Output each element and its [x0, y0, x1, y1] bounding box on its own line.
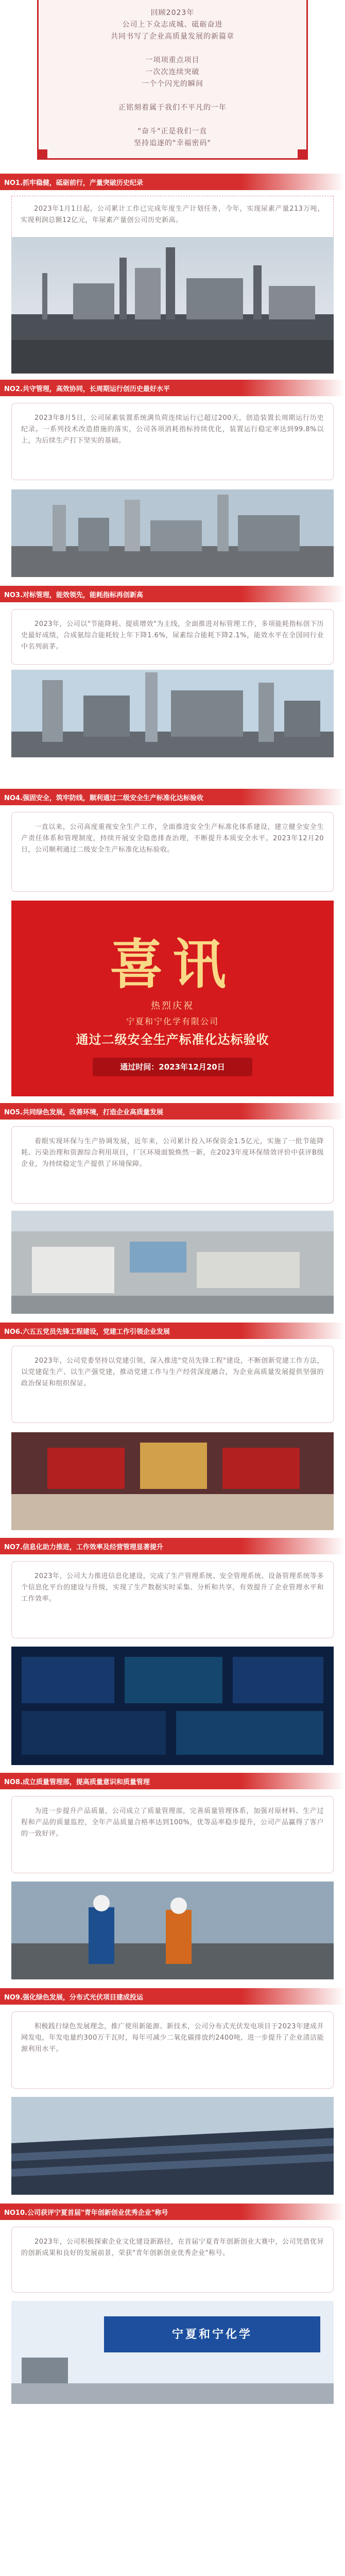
frame-corner	[298, 149, 308, 160]
page-bottom	[11, 2416, 334, 2576]
section-heading: NO7.信息化助力推进，工作效率及经营管理显著提升	[4, 1543, 163, 1551]
intro-line	[39, 90, 306, 102]
section-paragraph: 2023年8月5日，公司尿素装置系统满负荷连续运行已超过200天，创造装置长周期运行历史纪录。一系列技术改造措施的落实，公司各项消耗指标持续优化，装置运行稳定率达到99.8%以上，为后续生产打下坚实的基础。	[21, 414, 324, 445]
section-heading: NO2.共守管理，高效协同，长周期运行创历史最好水平	[4, 385, 170, 393]
celebration-poster	[11, 901, 334, 1096]
section-title-3	[0, 585, 345, 603]
section-title-9	[0, 1988, 345, 2005]
section-heading: NO1.抓牢稳健，砥砺前行，产量突破历史纪录	[4, 179, 143, 187]
intro-line: 共同书写了企业高质量发展的新篇章	[111, 32, 234, 41]
section-card	[11, 1561, 334, 1638]
section-card	[11, 1346, 334, 1423]
poster-line2: 宁夏和宁化学有限公司	[126, 1016, 219, 1026]
section-paragraph: 一直以来，公司高度重视安全生产工作，全面推进安全生产标准化体系建设，建立健全安全生产责任体系和管理制度，持续开展安全隐患排查治理，不断提升本质安全水平。2023年12月20日，公司顺利通过二级安全生产标准化达标验收。	[21, 823, 324, 854]
poster-date: 通过时间：2023年12月20日	[93, 1058, 252, 1076]
poster-line1: 热烈庆祝	[151, 1001, 194, 1011]
intro-line: 一次次连续突破	[145, 68, 200, 76]
section-heading: NO4.强固安全，筑牢防线，顺利通过二级安全生产标准化达标验收	[4, 794, 203, 802]
section-card	[11, 403, 334, 480]
section-card	[11, 1796, 334, 1873]
section-title-1	[0, 173, 345, 191]
section-title-5	[0, 1103, 345, 1120]
solar-photo	[11, 2097, 334, 2195]
section-paragraph: 2023年，公司积极探索企业文化建设新路径，在首届宁夏青年创新创业大赛中，公司凭借优异的创新成果和良好的发展前景，荣获"青年创新创业优秀企业"称号。	[21, 2238, 324, 2257]
section-title-4	[0, 788, 345, 806]
factory-photo	[11, 237, 334, 374]
dashboard-photo	[11, 1647, 334, 1765]
section-card	[11, 1126, 334, 1204]
section-card	[11, 812, 334, 892]
section-heading: NO9.强化绿色发展，分布式光伏项目建成投运	[4, 1993, 143, 2002]
intro-line: 回顾2023年	[150, 9, 195, 17]
section-title-7	[0, 1537, 345, 1555]
section-card	[11, 609, 334, 665]
section-heading: NO10.公司获评宁夏首届"青年创新创业优秀企业"称号	[4, 2209, 168, 2217]
section-paragraph: 2023年，公司党委坚持以党建引领，深入推进"党员先锋工程"建设，不断创新党建工作方法，以党建促生产、以生产强党建，推动党建工作与生产经营深度融合，为企业高质量发展提供坚强的政治保证和组织保证。	[21, 1357, 324, 1387]
section-paragraph: 2023年1月1日起，公司累计工作已完成年度生产计划任务，今年，实现尿素产量213万吨，实现利润总额12亿元，年尿素产量创公司历史新高。	[21, 205, 324, 224]
section-heading: NO5.共同绿色发展，改善环境，打造企业高质量发展	[4, 1108, 163, 1116]
section-heading: NO3.对标管理，能效领先，能耗指标再创新高	[4, 591, 143, 599]
poster-line3: 通过二级安全生产标准化达标验收	[76, 1032, 269, 1047]
workers-photo	[11, 1882, 334, 1979]
tower-photo	[11, 670, 334, 757]
section-paragraph: 着眼实现环保与生产协调发展，近年来，公司累计投入环保资金1.5亿元，实施了一批节能降耗、污染治理和资源综合利用项目，厂区环境面貌焕然一新，在2023年度环保绩效评价中获评B级企业，为持续稳定生产提供了环境保障。	[21, 1138, 324, 1168]
intro-line: "奋斗"正是我们一直	[137, 127, 208, 135]
intro-line	[39, 114, 306, 126]
intro-text	[39, 7, 306, 149]
section-paragraph: 积极践行绿色发展理念，推广使用新能源、新技术，公司分布式光伏发电项目于2023年建成并网发电，年发电量约300万千瓦时，每年可减少二氧化碳排放约2400吨，进一步提升了企业清洁能源利用水平。	[21, 2023, 324, 2053]
section-heading: NO8.成立质量管理部，提高质量意识和质量管理	[4, 1778, 150, 1786]
section-paragraph: 2023年，公司以"节能降耗、提质增效"为主线，全面推进对标管理工作，多项能耗指标创下历史最好成绩，合成氨综合能耗较上年下降1.6%，尿素综合能耗下降2.1%，能效水平在全国同行业中名列前茅。	[21, 620, 324, 651]
event-photo	[11, 2301, 334, 2404]
section-paragraph: 2023年，公司大力推进信息化建设，完成了生产管理系统、安全管理系统、设备管理系统等多个信息化平台的建设与升级，实现了生产数据实时采集、分析和共享，有效提升了企业管理水平和工作效率。	[21, 1572, 324, 1603]
section-heading: NO6.六五五党员先锋工程建设，党建工作引领企业发展	[4, 1328, 170, 1336]
section-title-6	[0, 1322, 345, 1340]
aerial-photo	[11, 1211, 334, 1314]
section-title-8	[0, 1772, 345, 1790]
poster-headline: 喜讯	[109, 933, 235, 996]
intro-line: 坚持追逐的"幸福密码"	[134, 139, 211, 147]
hall-photo	[11, 1432, 334, 1530]
intro-line: 公司上下众志成城、砥砺奋进	[122, 21, 223, 29]
event-banner: 宁夏和宁化学	[171, 2328, 252, 2341]
intro-line	[39, 43, 306, 55]
section-card	[11, 2011, 334, 2089]
intro-line: 一项项重点项目	[145, 56, 200, 64]
section-card	[11, 2227, 334, 2293]
plant-photo	[11, 489, 334, 577]
intro-line: 正铭刻着属于我们不平凡的一年	[118, 104, 227, 112]
section-title-2	[0, 379, 345, 397]
section-paragraph: 为进一步提升产品质量，公司成立了质量管理部，完善质量管理体系，加强对原材料、生产过程和产品的质量监控，全年产品质量合格率达到100%，优等品率稳步提升，公司产品赢得了客户的一致好评。	[21, 1807, 324, 1838]
intro-line: 一个个闪光的瞬间	[142, 80, 203, 88]
intro-frame	[37, 0, 308, 160]
frame-corner	[37, 149, 47, 160]
section-title-10	[0, 2203, 345, 2221]
